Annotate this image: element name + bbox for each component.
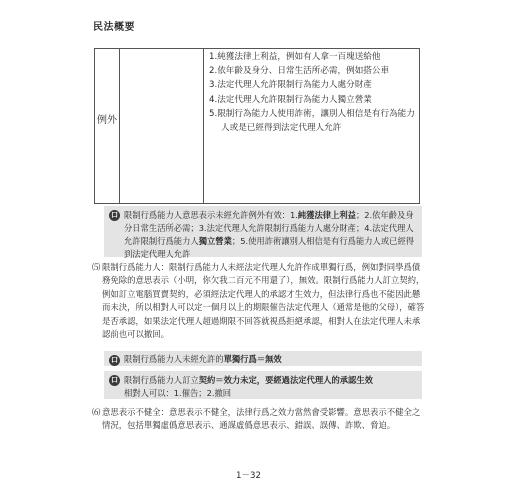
table-divider [119, 49, 120, 203]
note-text: ；3.法定代理人允許限制行爲能力人處分財產；4.法定代理人允許限制行爲能力人 [124, 223, 414, 246]
paragraph-5 [92, 261, 428, 341]
paragraph-text: 意思表示不健全：意思表示不健全，法律行爲之效力當然會受影響。意思表示不健全之情況，包括單獨虛僞意思表示、通謀虛僞意思表示、錯誤、誤傳、詐欺、脅迫。 [102, 407, 421, 431]
exception-item: 5.限制行為能力人使用詐術，讓別人相信是有行為能力人或是已經得到法定代理人允許 [209, 108, 415, 134]
paragraph-number: ⑸ [92, 262, 101, 272]
note-text: ；2.依年齡及身分日常生活所必需 [124, 210, 414, 233]
key-point-box [104, 371, 422, 399]
note-bold: 契約＝效力未定，要經過法定代理人的承認生效 [198, 375, 373, 385]
note-bold: 純獲法律上利益 [297, 210, 356, 220]
row-label: 例外 [97, 115, 117, 126]
exception-item: 2.依年齡及身分、日常生活所必需，例如搭公車 [209, 66, 390, 77]
table-divider [203, 49, 204, 203]
key-point-icon: 口 [111, 356, 118, 364]
exception-item: 4.法定代理人允許限制行為能力人獨立營業 [209, 94, 372, 105]
note-text: 相對人可以：1.催告；2.撤回 [124, 388, 232, 398]
note-text: ；5.使用詐術讓別人相信是有行爲能力人或已經得到法定代理人允許 [124, 236, 415, 259]
exception-list [209, 50, 419, 135]
exception-item: 1.純獲法律上利益，例如有人拿一百塊送給他 [209, 52, 381, 62]
key-point-box [104, 351, 422, 366]
paragraph-6 [92, 406, 428, 433]
running-header: 民法概要 [93, 22, 135, 33]
exception-item: 3.法定代理人允許限制行為能力人處分財產 [209, 80, 372, 91]
key-point-icon: 口 [111, 211, 118, 219]
page-number: 1－32 [236, 471, 261, 481]
note-text: 限制行爲能力人訂立 [124, 375, 199, 385]
paragraph-number: ⑹ [92, 407, 101, 417]
note-bold: 單獨行爲＝無效 [223, 354, 282, 364]
note-text: 限制行爲能力人意思表示未經允許例外有效：1. [124, 210, 298, 220]
exception-table [94, 48, 420, 204]
key-point-box [104, 206, 422, 257]
note-bold: 獨立營業 [198, 236, 232, 246]
note-text: 限制行爲能力人未經允許的 [124, 354, 224, 364]
paragraph-text: 限制行爲能力人：限制行爲能力人未經法定代理人允許作成單獨行爲，例如對同學爲債務免除的意思表示（小明，你欠我二百元不用還了），無效。限制行爲能力人訂立契約，例如訂立電腦買賣契約，必須經法定代理人的承認才生效力，但法律行爲也不能因此懸而未決，所以相對人可以定一個月以上的期限催告法定代理人（通常是他的父母），確答是否承認，如果法定代理人超過期限不回答就視爲拒絕承認，相對人在法定代理人未承認前也可以撤回。 [102, 262, 425, 340]
key-point-icon: 口 [111, 376, 118, 384]
